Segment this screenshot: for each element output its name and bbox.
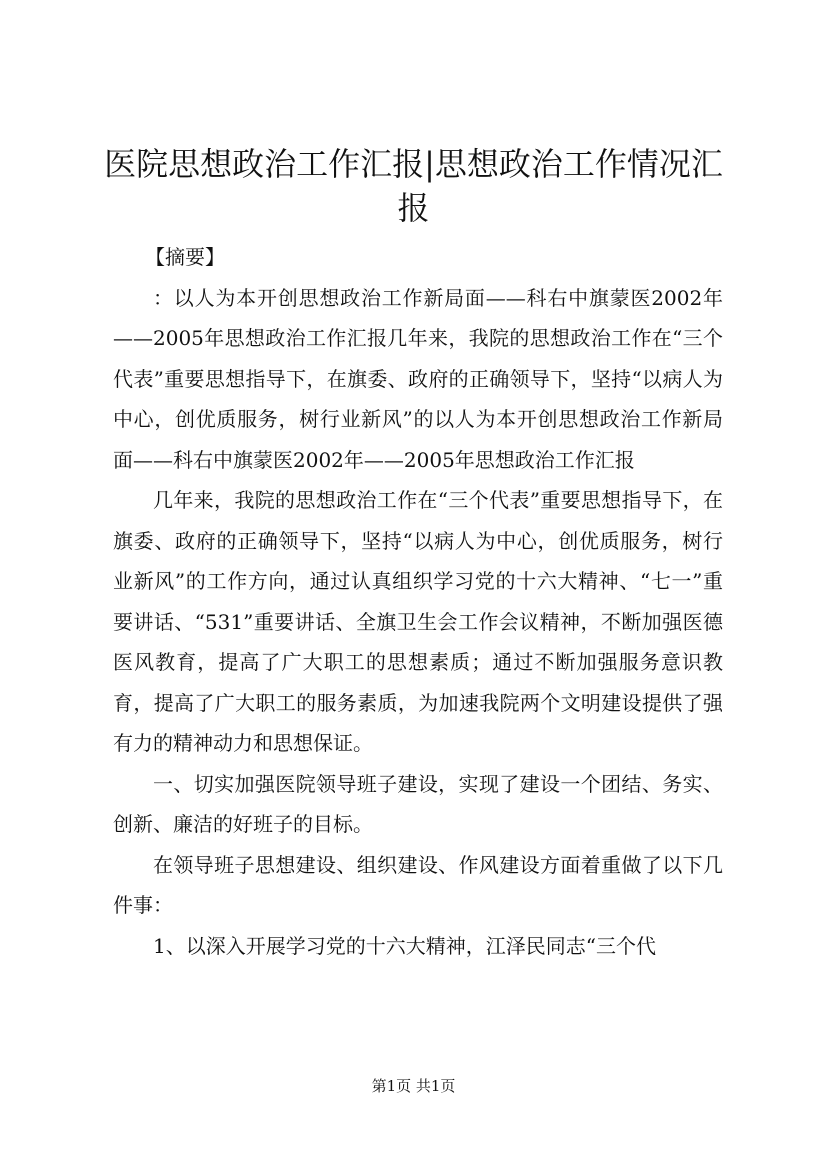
abstract-paragraph: ：以人为本开创思想政治工作新局面——科右中旗蒙医2002年——2005年思想政治工作汇报几年来，我院的思想政治工作在“三个代表”重要思想指导下，在旗委、政府的正确领导下，坚持“以病人为中心，创优质服务，树行业新风”的以人为本开创思想政治工作新局面——科右中旗蒙医2002年——2005年思想政治工作汇报	[113, 285, 723, 472]
abstract-label: 【摘要】	[145, 245, 225, 269]
page-footer: 第1页 共1页	[371, 1077, 456, 1095]
title-line-1: 医院思想政治工作汇报|思想政治工作情况汇	[104, 145, 723, 183]
section-heading: 一、切实加强医院领导班子建设，实现了建设一个团结、务实、创新、廉洁的好班子的目标。	[113, 771, 723, 836]
document-body	[113, 237, 723, 966]
body-paragraph: 在领导班子思想建设、组织建设、作风建设方面着重做了以下几件事：	[113, 852, 723, 917]
title-line-2: 报	[397, 189, 430, 227]
list-item: 1、以深入开展学习党的十六大精神，江泽民同志“三个代	[153, 933, 656, 958]
body-paragraph: 几年来，我院的思想政治工作在“三个代表”重要思想指导下，在旗委、政府的正确领导下，坚持“以病人为中心，创优质服务，树行业新风”的工作方向，通过认真组织学习党的十六大精神、“七一”重要讲话、“531”重要讲话、全旗卫生会工作会议精神，不断加强医德医风教育，提高了广大职工的思想素质；通过不断加强服务意识教育，提高了广大职工的服务素质，为加速我院两个文明建设提供了强有力的精神动力和思想保证。	[113, 488, 723, 755]
document-title	[100, 142, 727, 230]
